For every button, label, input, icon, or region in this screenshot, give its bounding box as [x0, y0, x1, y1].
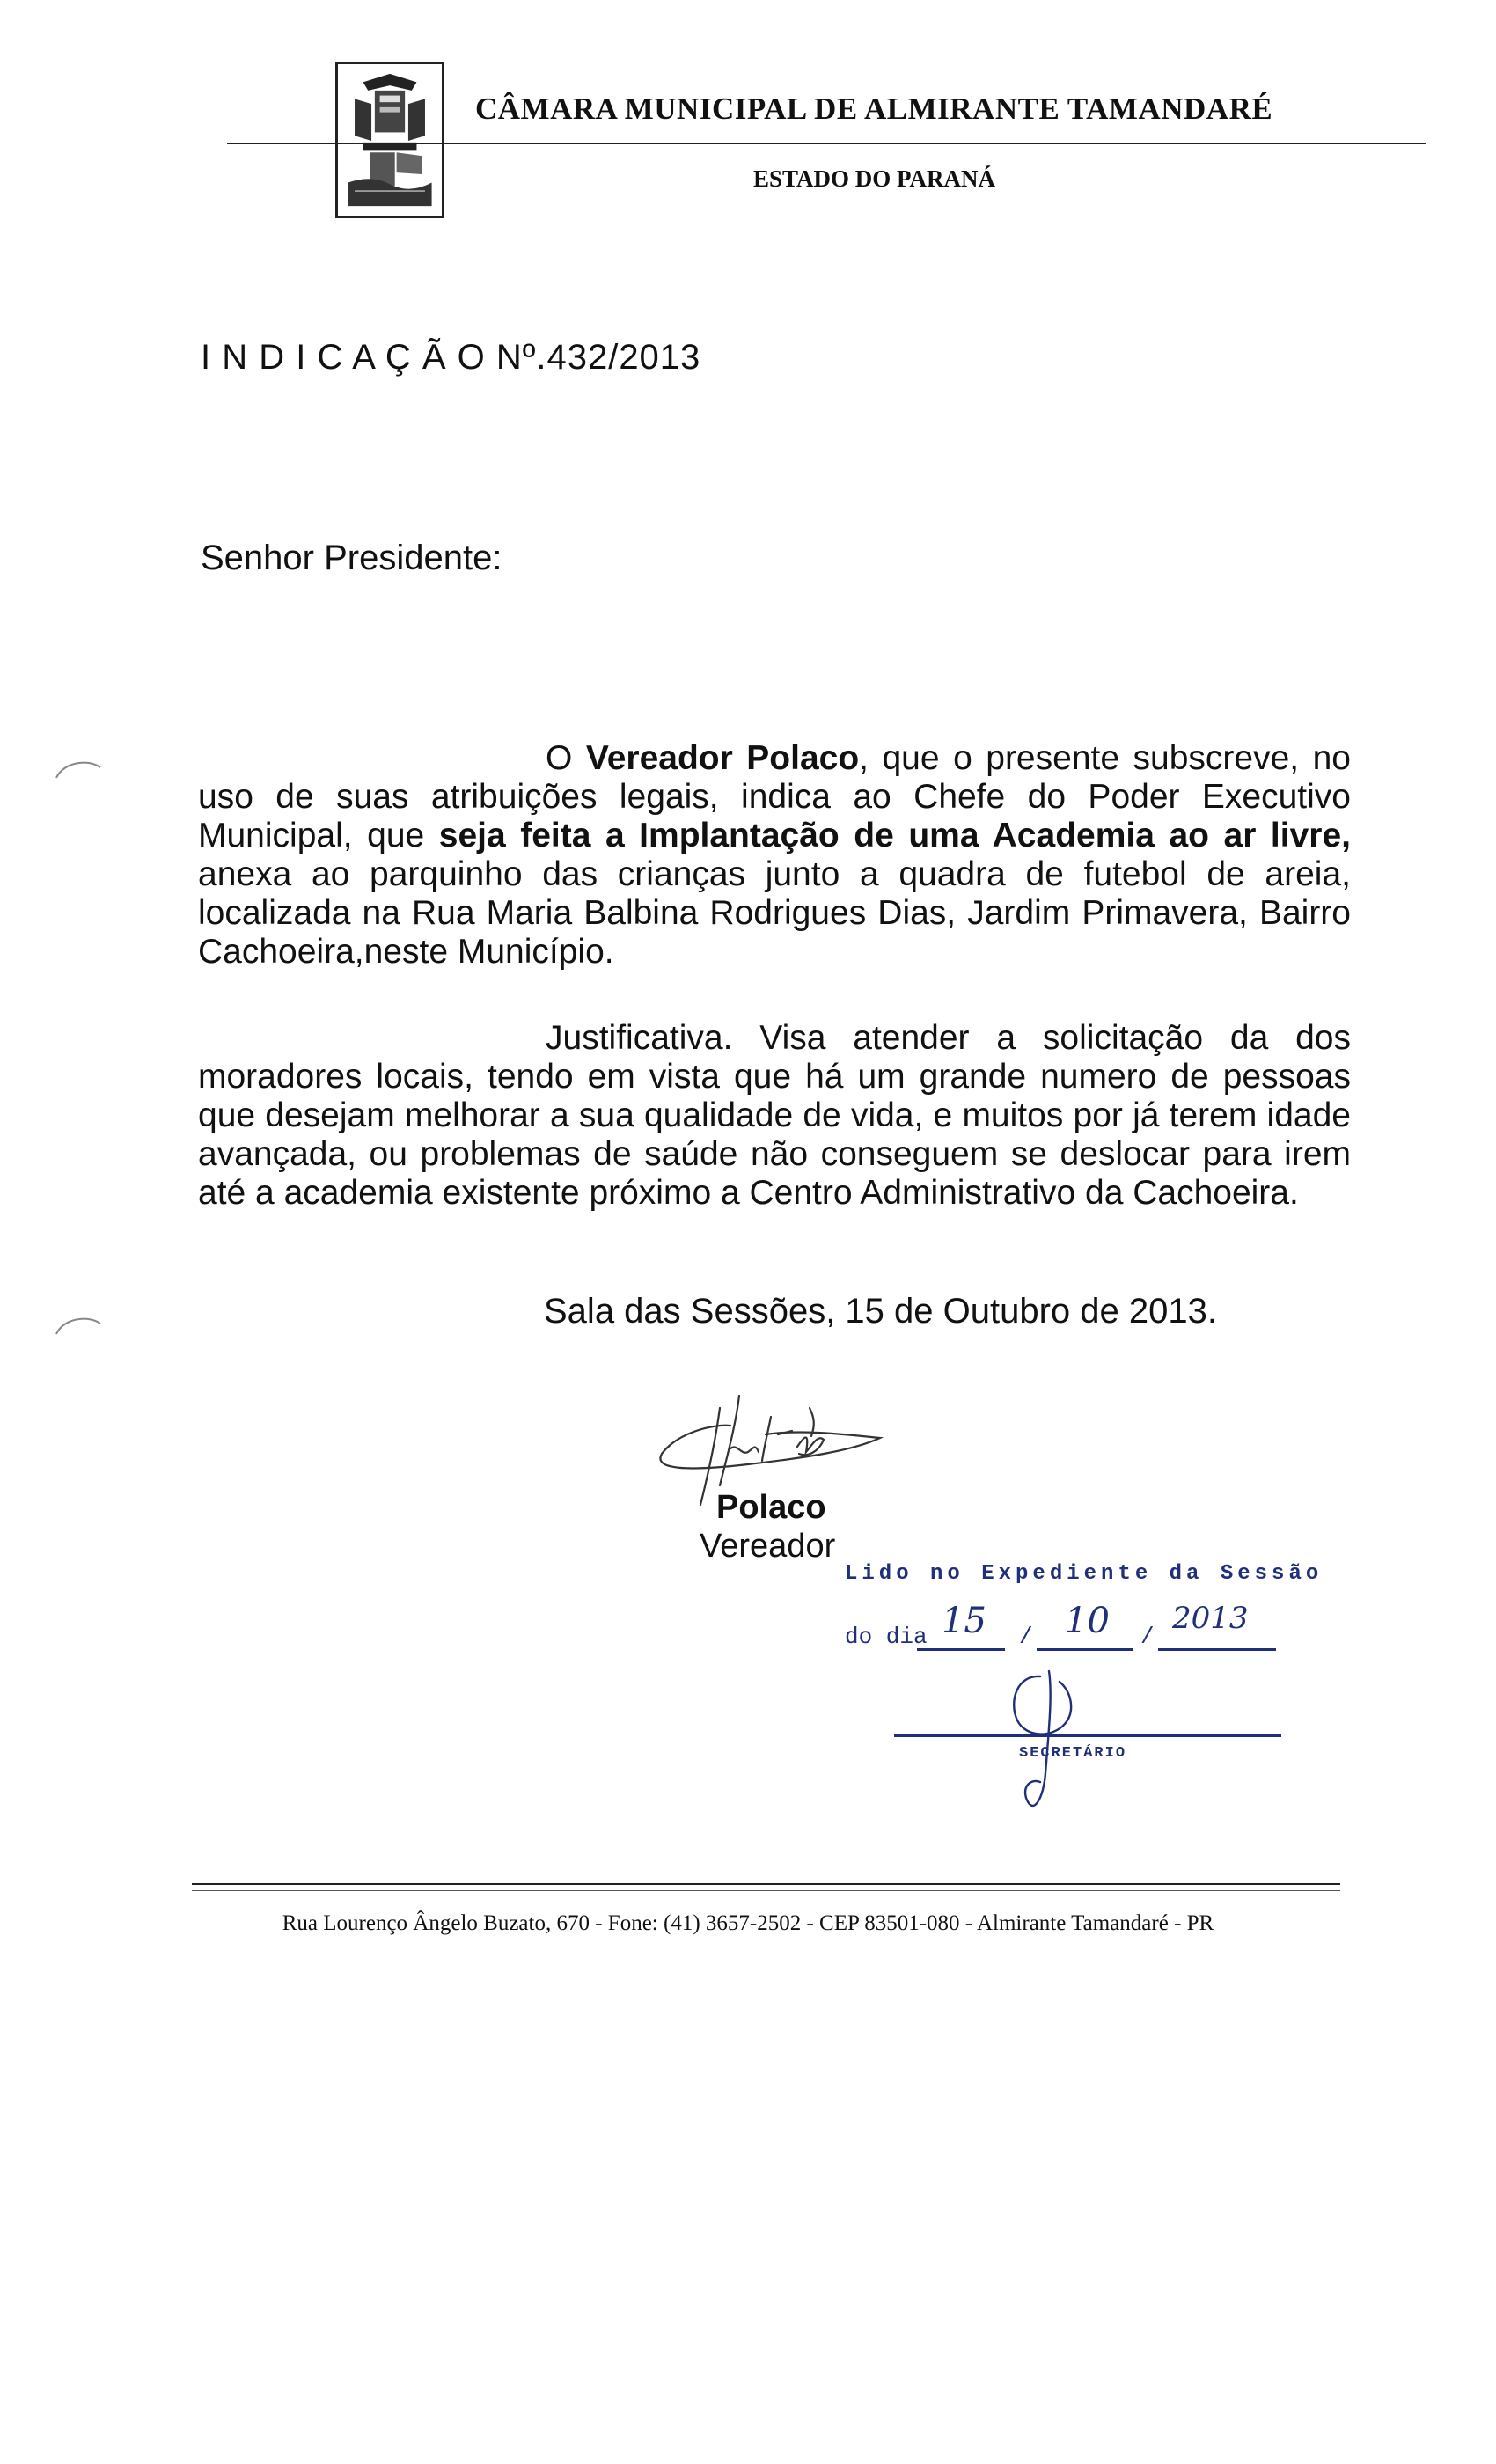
municipal-crest-logo	[335, 62, 444, 218]
paragraph-text-a: , que o presente subscreve, no uso de suas atribuições legais, indica ao Chefe do Poder Executivo Municipal, que	[198, 739, 1352, 854]
crest-emblem-icon	[338, 64, 442, 216]
paragraph-prefix: O	[546, 739, 586, 777]
punch-hole-mark-top	[53, 755, 104, 781]
session-date-line: Sala das Sessões, 15 de Outubro de 2013.	[544, 1292, 1217, 1331]
justification-paragraph: Justificativa. Visa atender a solicitação da dos moradores locais, tendo em vista que há um grande numero de pessoas que desejam melhorar a sua qualidade de vida, e muitos por já terem idade avançada, ou problemas de saúde não conseguem se deslocar para irem até a academia existente próximo a Centro Administrativo da Cachoeira.	[198, 1019, 1351, 1212]
state-name: ESTADO DO PARANÁ	[753, 165, 996, 192]
stamp-header: Lido no Expediente da Sessão	[845, 1562, 1324, 1586]
footer-rule-thin	[192, 1890, 1340, 1891]
footer-rule	[192, 1883, 1340, 1885]
greeting: Senhor Presidente:	[201, 539, 502, 577]
stamp-initial-scribble	[845, 1562, 1338, 1844]
header-rule	[227, 143, 1426, 144]
chamber-name: CÂMARA MUNICIPAL DE ALMIRANTE TAMANDARÉ	[475, 92, 1273, 126]
stamp-year: 2013	[1172, 1601, 1249, 1636]
stamp-sep-2: /	[1140, 1624, 1155, 1650]
author-name: Vereador Polaco	[585, 739, 860, 777]
signatory-role: Vereador	[700, 1528, 836, 1565]
stamp-footer: SECRETÁRIO	[1019, 1745, 1127, 1762]
signatory-name: Polaco	[716, 1489, 826, 1526]
request-highlight: seja feita a Implantação de uma Academia ao ar livre,	[438, 817, 1351, 854]
reading-stamp	[845, 1562, 1338, 1844]
indicacao-number: I N D I C A Ç Ã O Nº.432/2013	[201, 338, 701, 377]
stamp-date-prefix: do dia	[845, 1624, 928, 1650]
stamp-month: 10	[1065, 1601, 1110, 1641]
request-paragraph	[198, 739, 1351, 972]
paragraph-text-b: anexa ao parquinho das crianças junto a quadra de futebol de areia, localizada na Rua Maria Balbina Rodrigues Dias, Jardim Primavera, Bairro Cachoeira,neste Município.	[198, 855, 1351, 971]
stamp-day: 15	[942, 1601, 986, 1641]
footer-address: Rua Lourenço Ângelo Buzato, 670 - Fone: (41) 3657-2502 - CEP 83501-080 - Almirante Tamandaré - PR	[282, 1911, 1214, 1935]
stamp-sep-1: /	[1019, 1624, 1033, 1650]
punch-hole-mark-bottom	[53, 1311, 104, 1338]
